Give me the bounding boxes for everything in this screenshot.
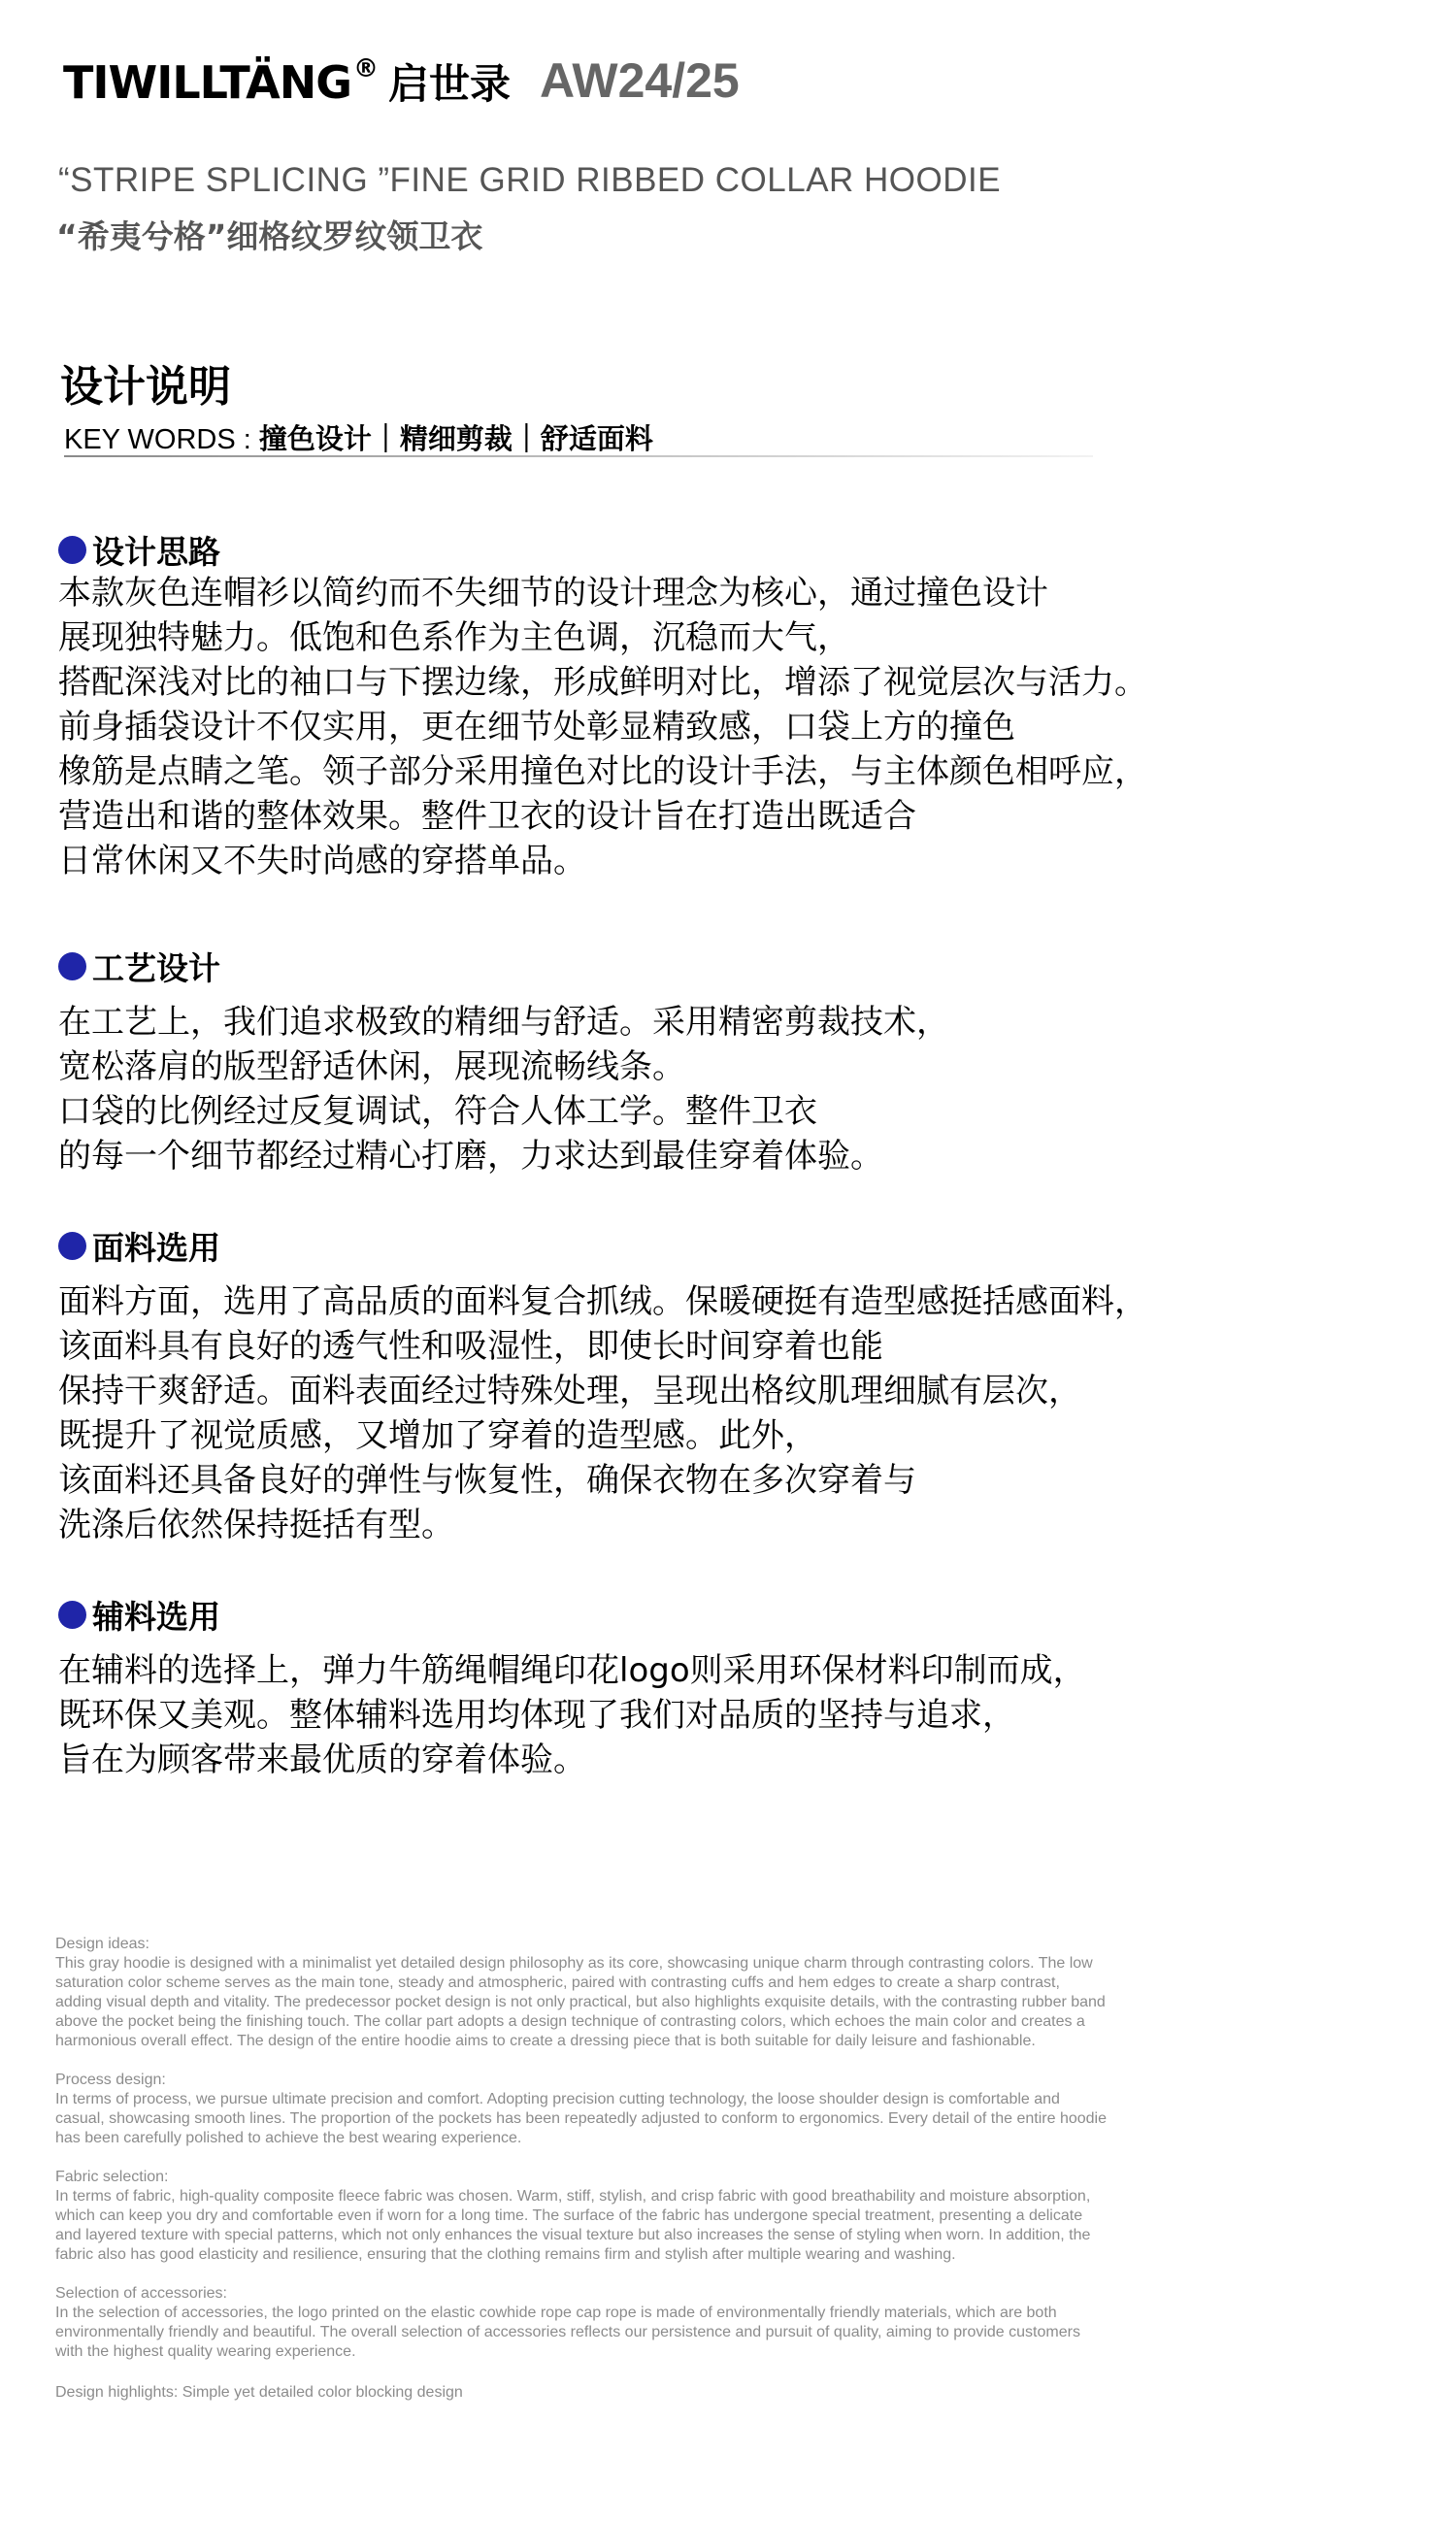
body-line: 既环保又美观。整体辅料选用均体现了我们对品质的坚持与追求， xyxy=(58,1696,1015,1735)
section-body-design-idea xyxy=(58,571,1398,883)
brand-header xyxy=(63,53,740,109)
en-process-design xyxy=(55,2071,1395,2148)
bullet-dot-icon xyxy=(58,1601,86,1629)
en-accessories xyxy=(55,2284,1395,2362)
divider-line xyxy=(64,455,1093,457)
body-line: 橡筋是点睛之笔。领子部分采用撞色对比的设计手法，与主体颜色相呼应， xyxy=(58,752,1147,791)
body-line: 面料方面，选用了高品质的面料复合抓绒。保暖硬挺有造型感挺括感面料， xyxy=(58,1282,1147,1321)
bullet-dot-icon xyxy=(58,952,86,980)
section-body-process xyxy=(58,1000,1398,1178)
brand-name-cn: 启世录 xyxy=(388,60,512,108)
section-title: 工艺设计 xyxy=(92,949,220,987)
body-line: 展现独特魅力。低饱和色系作为主色调，沉稳而大气， xyxy=(58,618,850,657)
product-title-en: “STRIPE SPLICING ”FINE GRID RIBBED COLLAR HOODIE xyxy=(58,161,1002,199)
en-line: which can keep you dry and comfortable even if worn for a long time. The surface of the fabric has undergone special treatment, presenting a delicate xyxy=(55,2207,1083,2224)
section-head-design-idea xyxy=(58,527,220,573)
body-line: 保持干爽舒适。面料表面经过特殊处理，呈现出格纹肌理细腻有层次， xyxy=(58,1372,1081,1410)
en-line: In terms of fabric, high-quality composite fleece fabric was chosen. Warm, stiff, stylish, and crisp fabric with good breathability and moisture absorption, xyxy=(55,2188,1091,2205)
body-line: 搭配深浅对比的袖口与下摆边缘，形成鲜明对比，增添了视觉层次与活力。 xyxy=(58,663,1147,702)
section-head-accessories xyxy=(58,1592,220,1638)
en-line: Design ideas: xyxy=(55,1936,149,1952)
en-line: and layered texture with special patterns, which not only enhances the visual texture but also increases the sense of styling when worn. In addition, the xyxy=(55,2227,1091,2243)
en-line: In the selection of accessories, the logo printed on the elastic cowhide rope cap rope is made of environmentally friendly materials, which are both xyxy=(55,2305,1057,2321)
body-line: 洗涤后依然保持挺括有型。 xyxy=(58,1506,454,1544)
section-body-accessories xyxy=(58,1648,1398,1782)
en-line: Fabric selection: xyxy=(55,2169,169,2185)
section-title: 辅料选用 xyxy=(92,1598,220,1636)
brand-logo: TIWILLTÄNG xyxy=(63,56,352,109)
en-line: Selection of accessories: xyxy=(55,2285,227,2302)
en-line: saturation color scheme serves as the main tone, steady and atmospheric, paired with contrasting cuffs and hem edges to create a sharp contrast, xyxy=(55,1974,1060,1991)
registered-mark: ® xyxy=(353,54,380,83)
en-line: above the pocket being the finishing touch. The collar part adopts a design technique of contrasting colors, which echoes the main color and creates a xyxy=(55,2013,1085,2030)
body-line: 该面料具有良好的透气性和吸湿性，即使长时间穿着也能 xyxy=(58,1327,883,1366)
bullet-dot-icon xyxy=(58,536,86,564)
en-fabric-selection xyxy=(55,2168,1395,2265)
keywords-values: 撞色设计｜精细剪裁｜舒适面料 xyxy=(258,422,653,455)
section-title: 设计思路 xyxy=(92,533,220,571)
section-head-process xyxy=(58,944,220,989)
body-line: 本款灰色连帽衫以简约而不失细节的设计理念为核心，通过撞色设计 xyxy=(58,574,1048,613)
bullet-dot-icon xyxy=(58,1232,86,1260)
en-design-ideas xyxy=(55,1935,1395,2051)
en-line: has been carefully polished to achieve the best wearing experience. xyxy=(55,2130,522,2146)
body-line: 日常休闲又不失时尚感的穿搭单品。 xyxy=(58,842,586,880)
en-line: Design highlights: Simple yet detailed color blocking design xyxy=(55,2384,463,2401)
season-label: AW24/25 xyxy=(540,53,740,108)
en-line: Process design: xyxy=(55,2072,166,2088)
section-title: 面料选用 xyxy=(92,1229,220,1267)
body-line: 在工艺上，我们追求极致的精细与舒适。采用精密剪裁技术， xyxy=(58,1003,949,1042)
en-line: adding visual depth and vitality. The predecessor pocket design is not only practical, but also highlights exquisite details, with the contrasting rubber band xyxy=(55,1994,1106,2010)
en-line: with the highest quality wearing experience. xyxy=(55,2343,356,2360)
design-heading: 设计说明 xyxy=(60,362,231,412)
en-line: environmentally friendly and beautiful. The overall selection of accessories reflects our persistence and pursuit of quality, aiming to provide customers xyxy=(55,2324,1080,2340)
en-line: In terms of process, we pursue ultimate precision and comfort. Adopting precision cutting technology, the loose shoulder design is comfortable and xyxy=(55,2091,1060,2107)
section-body-fabric xyxy=(58,1279,1398,1547)
en-line: This gray hoodie is designed with a minimalist yet detailed design philosophy as its core, showcasing unique charm through contrasting colors. The low xyxy=(55,1955,1093,1972)
en-line: harmonious overall effect. The design of the entire hoodie aims to create a dressing piece that is both suitable for daily leisure and fashionable. xyxy=(55,2033,1036,2049)
body-line: 该面料还具备良好的弹性与恢复性，确保衣物在多次穿着与 xyxy=(58,1461,916,1500)
section-head-fabric xyxy=(58,1223,220,1269)
body-line: 在辅料的选择上，弹力牛筋绳帽绳印花logo则采用环保材料印制而成， xyxy=(58,1651,1086,1690)
en-line: fabric also has good elasticity and resilience, ensuring that the clothing remains firm and stylish after multiple wearing and washing. xyxy=(55,2246,956,2263)
body-line: 宽松落肩的版型舒适休闲，展现流畅线条。 xyxy=(58,1047,685,1086)
body-line: 营造出和谐的整体效果。整件卫衣的设计旨在打造出既适合 xyxy=(58,797,916,836)
product-title-cn: “希夷兮格”细格纹罗纹领卫衣 xyxy=(56,217,483,255)
keywords-label: KEY WORDS : xyxy=(64,424,259,455)
body-line: 口袋的比例经过反复调试，符合人体工学。整件卫衣 xyxy=(58,1092,817,1131)
body-line: 旨在为顾客带来最优质的穿着体验。 xyxy=(58,1741,586,1779)
en-design-highlights xyxy=(55,2383,1395,2403)
keywords-line xyxy=(64,417,653,457)
body-line: 的每一个细节都经过精心打磨，力求达到最佳穿着体验。 xyxy=(58,1137,883,1176)
en-line: casual, showcasing smooth lines. The proportion of the pockets has been repeatedly adjusted to conform to ergonomics. Every detail of the entire hoodie xyxy=(55,2110,1108,2127)
body-line: 既提升了视觉质感，又增加了穿着的造型感。此外， xyxy=(58,1416,817,1455)
body-line: 前身插袋设计不仅实用，更在细节处彰显精致感，口袋上方的撞色 xyxy=(58,708,1015,746)
